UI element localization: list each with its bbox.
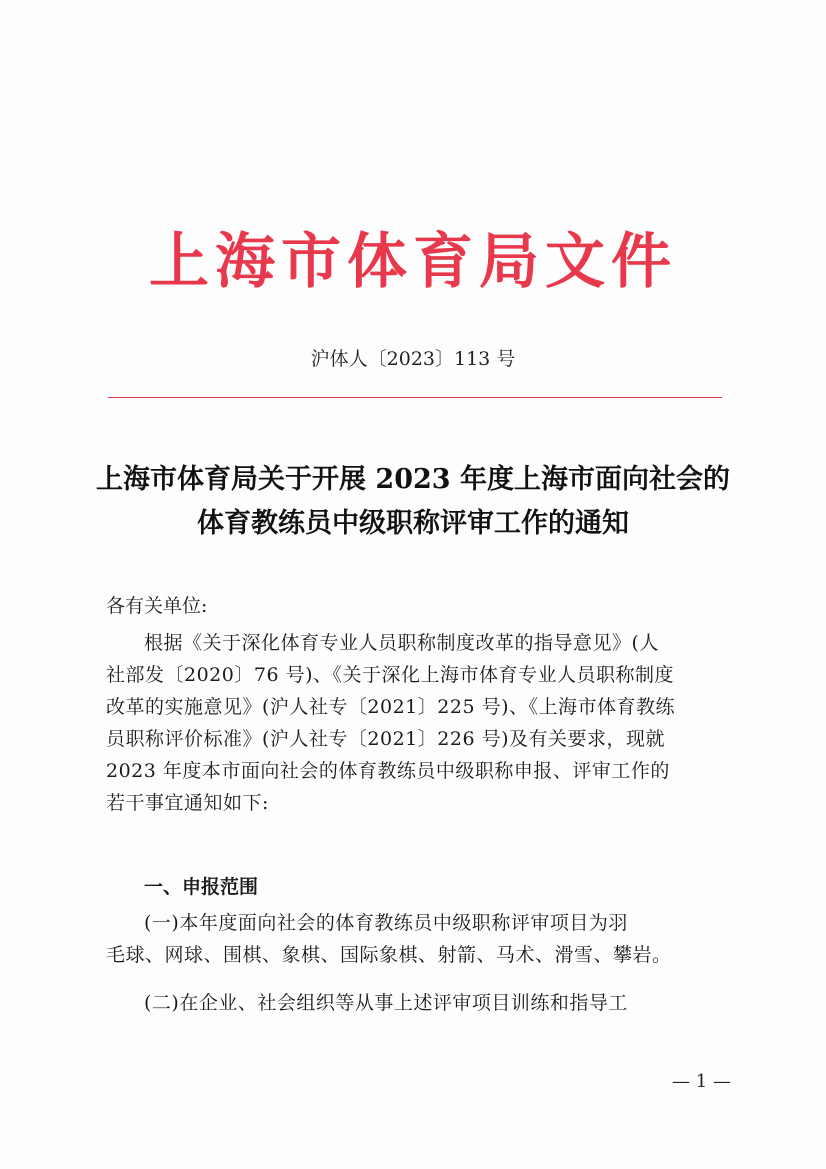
paragraph-line: 社部发〔2020〕76 号)、《关于深化上海市体育专业人员职称制度	[106, 664, 674, 686]
paragraph-line: (一)本年度面向社会的体育教练员中级职称评审项目为羽	[144, 912, 628, 934]
paragraph-intro	[106, 627, 724, 819]
paragraph-line: 若干事宜通知如下:	[106, 792, 269, 814]
paragraph-line: 毛球、网球、围棋、象棋、国际象棋、射箭、马术、滑雪、攀岩。	[106, 944, 672, 966]
document-number: 沪体人〔2023〕113 号	[310, 348, 516, 370]
title-line-1: 上海市体育局关于开展 2023 年度上海市面向社会的	[96, 464, 730, 495]
title-line-2: 体育教练员中级职称评审工作的通知	[197, 508, 629, 539]
paragraph-line: (二)在企业、社会组织等从事上述评审项目训练和指导工	[144, 992, 628, 1014]
section-heading: 一、申报范围	[144, 876, 259, 898]
page-number: — 1 —	[672, 1071, 731, 1092]
paragraph-line: 改革的实施意见》(沪人社专〔2021〕225 号)、《上海市体育教练	[106, 696, 675, 718]
document-title	[80, 458, 746, 546]
paragraph-item-2	[106, 987, 724, 1019]
paragraph-line: 员职称评价标准》(沪人社专〔2021〕226 号)及有关要求，现就	[106, 728, 665, 750]
paragraph-item-1	[106, 907, 724, 971]
red-separator-line	[108, 397, 722, 398]
salutation: 各有关单位:	[106, 595, 208, 617]
document-masthead: 上海市体育局文件	[149, 227, 677, 297]
paragraph-line: 2023 年度本市面向社会的体育教练员中级职称申报、评审工作的	[106, 760, 670, 782]
paragraph-line: 根据《关于深化体育专业人员职称制度改革的指导意见》(人	[144, 632, 659, 654]
